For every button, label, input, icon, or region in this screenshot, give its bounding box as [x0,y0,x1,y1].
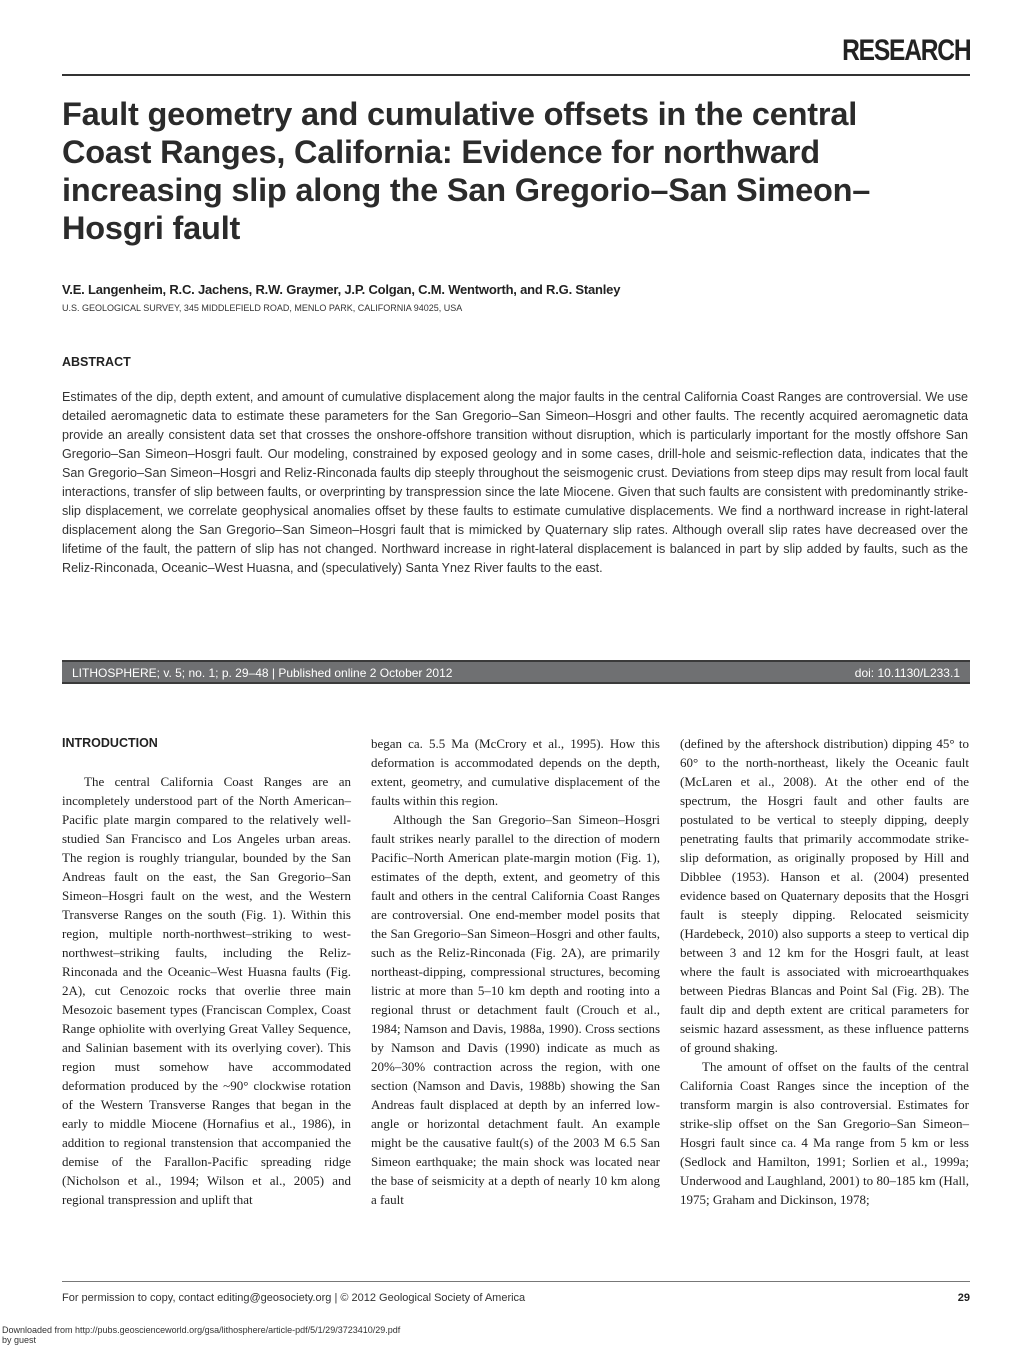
article-title: Fault geometry and cumulative offsets in the central Coast Ranges, California: Evidence for northward increasing slip along the San Gregorio–San Simeon–Hosgri fault [62,96,871,246]
introduction-heading: INTRODUCTION [62,736,158,750]
journal-citation: LITHOSPHERE; v. 5; no. 1; p. 29–48 | Published online 2 October 2012 [72,666,453,680]
abstract-text: Estimates of the dip, depth extent, and amount of cumulative displacement along the major faults in the central California Coast Ranges are controversial. We use detailed aeromagnetic data to estimate these parameters for the San Gregorio–San Simeon–Hosgri and other faults. The recently acquired aeromagnetic data provide an areally consistent data set that crosses the onshore-offshore transition without disruption, which is particularly important for the mostly offshore San Gregorio–San Simeon–Hosgri fault. Our modeling, constrained by exposed geology and in some cases, drill-hole and seismic-reflection data, indicates that the San Gregorio–San Simeon–Hosgri and Reliz-Rinconada faults dip steeply throughout the seismogenic crust. Deviations from steep dips may result from local fault interactions, transfer of slip between faults, or overprinting by transpression since the late Miocene. Given that such faults are consistent with predominantly strike-slip displacement, we correlate geophysical anomalies offset by these faults to estimate cumulative displacements. We find a northward increase in right-lateral displacement along the San Gregorio–San Simeon–Hosgri fault that is mimicked by Quaternary slip rates. Although overall slip rates have decreased over the lifetime of the fault, the pattern of slip has not changed. Northward increase in right-lateral displacement is balanced in part by slip added by faults, such as the Reliz-Rinconada, Oceanic–West Huasna, and (speculatively) Santa Ynez River faults to the east. [62,390,968,575]
text-column-1 [62,734,351,1209]
doi-link[interactable]: doi: 10.1130/L233.1 [854,666,960,680]
abstract-heading: ABSTRACT [62,355,131,369]
paragraph: (defined by the aftershock distribution) dipping 45° to 60° to the north-northeast, likely the Oceanic fault (McLaren et al., 2008). At the other end of the spectrum, the Hosgri fault and other faults are postulated to be vertical to steeply dipping, deeply penetrating faults that primarily accommodate strike-slip deformation, as originally proposed by Hill and Dibblee (1953). Hanson et al. (2004) presented evidence based on Quaternary deposits that the Hosgri fault is steeply dipping. Relocated seismicity (Hardebeck, 2010) also supports a steep to vertical dip between 3 and 12 km for the Hosgri fault, at least where the fault is associated with microearthquakes between Piedras Blancas and Point Sal (Fig. 2B). The fault dip and depth extent are critical parameters for seismic hazard assessment, as these influence patterns of ground shaking. [680,736,969,1055]
paragraph: Although the San Gregorio–San Simeon–Hosgri fault strikes nearly parallel to the direction of modern Pacific–North American plate-margin motion (Fig. 1), estimates of the depth, extent, and geometry of this fault and others in the central California Coast Ranges are controversial. One end-member model posits that the San Gregorio–San Simeon–Hosgri and other faults, such as the Reliz-Rinconada (Fig. 2A), are primarily northeast-dipping, compressional structures, becoming listric at more than 5–10 km depth and rooting into a regional thrust or detachment fault (Crouch et al., 1984; Namson and Davis, 1988a, 1990). Cross sections by Namson and Davis (1990) indicate as much as 20%–30% contraction across the region, with one section (Namson and Davis, 1988b) showing the San Andreas fault displaced at depth by an inferred low-angle or horizontal detachment fault. An example might be the causative fault(s) of the 2003 M 6.5 San Simeon earthquake; the main shock was located near the base of seismicity at a depth of nearly 10 km along a fault [371,812,660,1207]
permissions-notice: For permission to copy, contact editing@geosociety.org | © 2012 Geological Society of America [62,1292,526,1304]
footer-divider [62,1281,970,1282]
text-column-3 [680,734,969,1209]
download-url[interactable]: Downloaded from http://pubs.geoscienceworld.org/gsa/lithosphere/article-pdf/5/1/29/3723410/29.pdf [2,1325,401,1335]
text-column-2 [371,734,660,1209]
paragraph: began ca. 5.5 Ma (McCrory et al., 1995). How this deformation is accommodated depends on the depth, extent, geometry, and cumulative displacement of the faults within this region. [371,736,660,808]
section-label: RESEARCH [841,34,970,67]
paragraph: The amount of offset on the faults of the central California Coast Ranges since the inception of the transform margin is also controversial. Estimates for strike-slip offset on the San Gregorio–San Simeon–Hosgri fault since ca. 4 Ma range from 5 km or less (Sedlock and Hamilton, 1991; Sorlien et al., 1999a; Underwood and Laughland, 2001) to 80–185 km (Hall, 1975; Graham and Dickinson, 1978; [680,1059,969,1207]
header-divider [62,74,970,76]
download-notice [2,1325,400,1345]
citation-banner [62,660,970,684]
author-list: V.E. Langenheim, R.C. Jachens, R.W. Graymer, J.P. Colgan, C.M. Wentworth, and R.G. Stanley [62,282,621,297]
page-number: 29 [957,1292,970,1304]
download-user: by guest [2,1335,37,1345]
paragraph: The central California Coast Ranges are an incompletely understood part of the North American–Pacific plate margin compared to the relatively well-studied San Francisco and Los Angeles urban areas. The region is roughly triangular, bounded by the San Andreas fault on the east, the San Gregorio–San Simeon–Hosgri fault on the west, and the Western Transverse Ranges on the south (Fig. 1). Within this region, multiple north-northwest–striking to west-northwest–striking faults, including the Reliz-Rinconada and the Oceanic–West Huasna faults (Fig. 2A), cut Cenozoic rocks that overlie three main Mesozoic basement types (Franciscan Complex, Coast Range ophiolite with overlying Great Valley Sequence, and Salinian basement with its overlying cover). This region must somehow have accommodated deformation produced by the ~90° clockwise rotation of the Western Transverse Ranges that began in the early to middle Miocene (Hornafius et al., 1986), in addition to regional transtension that accompanied the demise of the Farallon-Pacific spreading ridge (Nicholson et al., 1994; Wilson et al., 2005) and regional transpression and uplift that [62,774,351,1207]
author-affiliation: U.S. GEOLOGICAL SURVEY, 345 MIDDLEFIELD ROAD, MENLO PARK, CALIFORNIA 94025, USA [62,303,463,313]
